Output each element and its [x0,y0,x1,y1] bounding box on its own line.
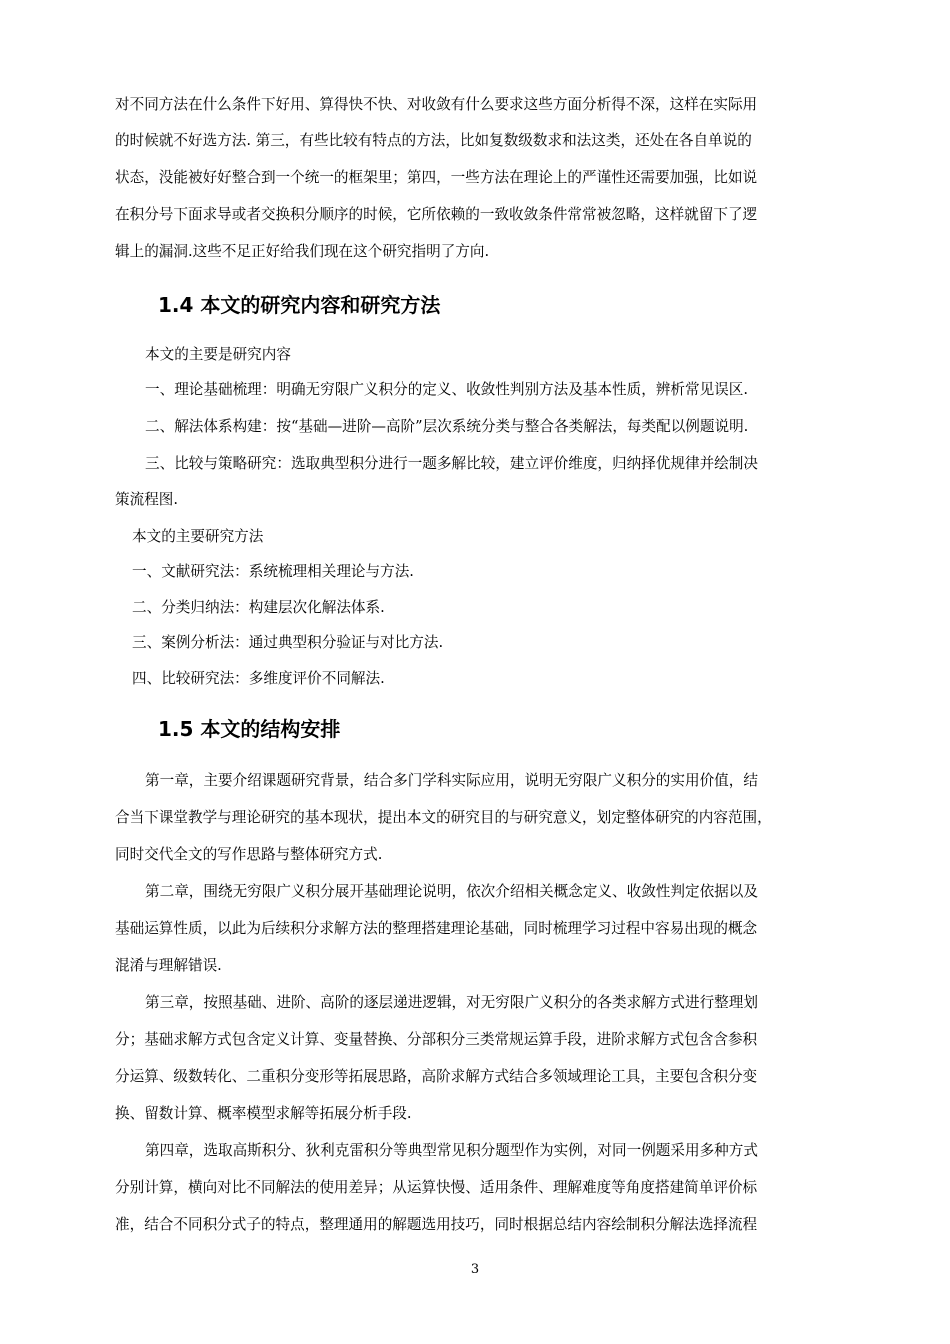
intro-line: 在积分号下面求导或者交换积分顺序的时候，它所依赖的一致收敛条件常常被忽略，这样就留下了逻 [115,206,758,223]
intro-line: 辑上的漏洞.这些不足正好给我们现在这个研究指明了方向. [115,243,490,260]
content-item-continuation: 策流程图. [115,491,179,508]
chapter-paragraph-line: 准，结合不同积分式子的特点，整理通用的解题选用技巧，同时根据总结内容绘制积分解法选择流程 [115,1216,758,1233]
chapter-paragraph-line: 分运算、级数转化、二重积分变形等拓展思路，高阶求解方式结合多领域理论工具，主要包含积分变 [115,1068,758,1085]
chapter-paragraph-line: 第一章，主要介绍课题研究背景，结合多门学科实际应用，说明无穷限广义积分的实用价值，结 [145,772,758,789]
page-number: 3 [470,1262,480,1277]
chapter-paragraph-line: 第四章，选取高斯积分、狄利克雷积分等典型常见积分题型作为实例，对同一例题采用多种方式 [145,1142,758,1159]
content-title: 本文的主要是研究内容 [145,346,291,363]
method-title: 本文的主要研究方法 [132,528,264,545]
method-item: 二、分类归纳法：构建层次化解法体系. [132,599,385,616]
content-item: 二、解法体系构建：按“基础—进阶—高阶”层次系统分类与整合各类解法，每类配以例题说明. [145,418,749,435]
chapter-paragraph-line: 分别计算，横向对比不同解法的使用差异；从运算快慢、适用条件、理解难度等角度搭建简单评价标 [115,1179,758,1196]
section-heading-1-4: 1.4 本文的研究内容和研究方法 [158,293,441,317]
chapter-paragraph-line: 分；基础求解方式包含定义计算、变量替换、分部积分三类常规运算手段，进阶求解方式包含含参积 [115,1031,758,1048]
method-item: 三、案例分析法：通过典型积分验证与对比方法. [132,634,444,651]
content-item: 一、理论基础梳理：明确无穷限广义积分的定义、收敛性判别方法及基本性质，辨析常见误区. [145,381,748,398]
intro-line: 状态，没能被好好整合到一个统一的框架里；第四，一些方法在理论上的严谨性还需要加强，比如说 [115,169,758,186]
method-item: 四、比较研究法：多维度评价不同解法. [132,670,385,687]
chapter-paragraph-line: 第三章，按照基础、进阶、高阶的逐层递进逻辑，对无穷限广义积分的各类求解方式进行整理划 [145,994,758,1011]
chapter-paragraph-line: 同时交代全文的写作思路与整体研究方式. [115,846,383,863]
chapter-paragraph-line: 基础运算性质，以此为后续积分求解方法的整理搭建理论基础，同时梳理学习过程中容易出现的概念 [115,920,758,937]
intro-line: 的时候就不好选方法. 第三，有些比较有特点的方法，比如复数级数求和法这类，还处在各自单说的 [115,132,752,149]
chapter-paragraph-line: 混淆与理解错误. [115,957,222,974]
chapter-paragraph-line: 第二章，围绕无穷限广义积分展开基础理论说明，依次介绍相关概念定义、收敛性判定依据以及 [145,883,758,900]
chapter-paragraph-line: 合当下课堂教学与理论研究的基本现状，提出本文的研究目的与研究意义，划定整体研究的内容范围， [115,809,772,826]
section-heading-1-5: 1.5 本文的结构安排 [158,717,341,741]
content-item: 三、比较与策略研究：选取典型积分进行一题多解比较，建立评价维度，归纳择优规律并绘制决 [145,455,758,472]
intro-line: 对不同方法在什么条件下好用、算得快不快、对收敛有什么要求这些方面分析得不深，这样在实际用 [115,96,758,113]
chapter-paragraph-line: 换、留数计算、概率模型求解等拓展分析手段. [115,1105,412,1122]
method-item: 一、文献研究法：系统梳理相关理论与方法. [132,563,414,580]
